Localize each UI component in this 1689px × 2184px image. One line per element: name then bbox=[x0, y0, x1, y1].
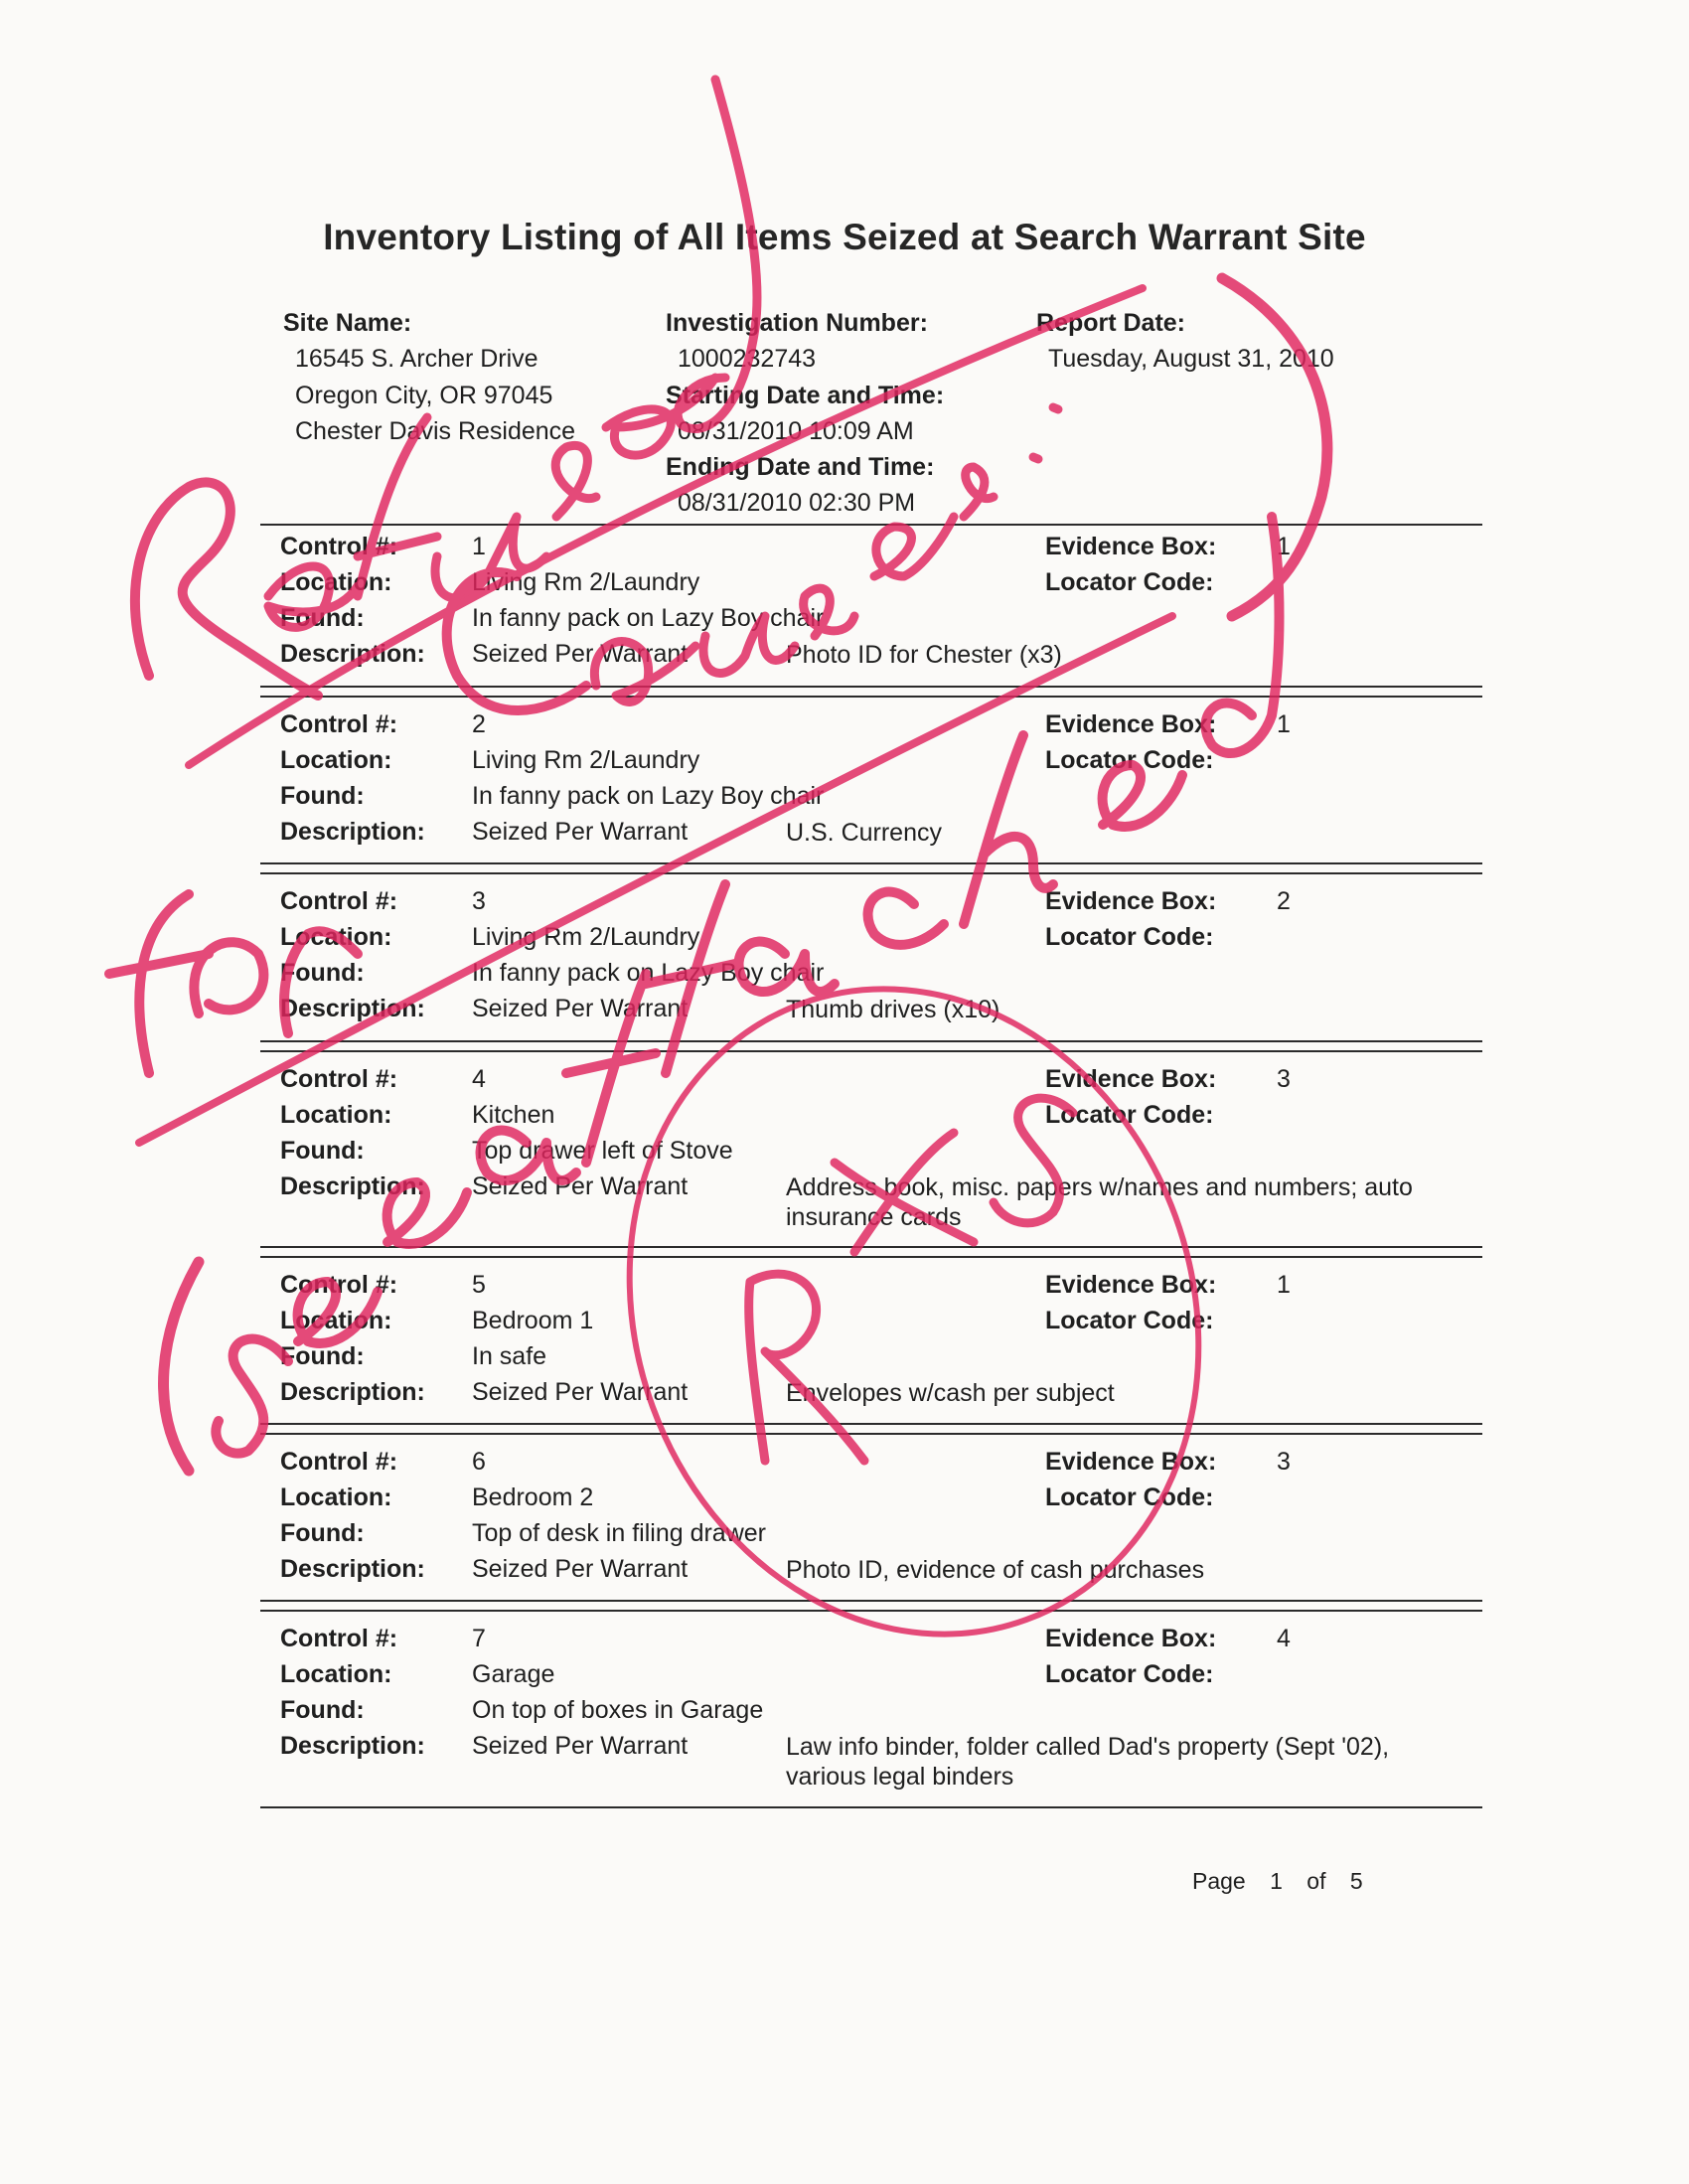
investigation-number-label: Investigation Number: bbox=[666, 309, 928, 337]
locator-code-label: Locator Code: bbox=[1045, 1101, 1214, 1129]
location-label: Location: bbox=[280, 923, 392, 951]
description-label: Description: bbox=[280, 1172, 425, 1200]
description-value: U.S. Currency bbox=[786, 819, 942, 847]
evidence-box-value: 1 bbox=[1277, 533, 1291, 560]
start-date-label: Starting Date and Time: bbox=[666, 381, 945, 409]
locator-code-label: Locator Code: bbox=[1045, 1483, 1214, 1511]
seized-value: Seized Per Warrant bbox=[472, 1378, 689, 1406]
location-value: Living Rm 2/Laundry bbox=[472, 568, 700, 596]
inventory-item-7 bbox=[280, 1625, 1433, 1791]
site-city-line: Oregon City, OR 97045 bbox=[295, 381, 553, 409]
evidence-box-label: Evidence Box: bbox=[1045, 710, 1217, 738]
investigation-block bbox=[666, 305, 944, 522]
location-label: Location: bbox=[280, 1101, 392, 1129]
control-label: Control #: bbox=[280, 1625, 398, 1652]
found-label: Found: bbox=[280, 1519, 365, 1547]
evidence-box-label: Evidence Box: bbox=[1045, 1448, 1217, 1476]
report-date-value: Tuesday, August 31, 2010 bbox=[1048, 345, 1334, 374]
inventory-item-3 bbox=[280, 887, 1433, 1036]
inventory-item-4 bbox=[280, 1065, 1433, 1231]
found-label: Found: bbox=[280, 782, 365, 810]
control-label: Control #: bbox=[280, 1065, 398, 1093]
separator-rule bbox=[260, 696, 1482, 698]
found-label: Found: bbox=[280, 1137, 365, 1165]
inventory-item-2 bbox=[280, 710, 1433, 859]
locator-code-label: Locator Code: bbox=[1045, 568, 1214, 596]
description-label: Description: bbox=[280, 1555, 425, 1583]
site-name-label: Site Name: bbox=[283, 309, 412, 337]
evidence-box-value: 3 bbox=[1277, 1065, 1291, 1093]
page-word: Page bbox=[1192, 1868, 1246, 1894]
separator-rule bbox=[260, 1600, 1482, 1602]
found-value: In safe bbox=[472, 1342, 547, 1370]
location-label: Location: bbox=[280, 746, 392, 774]
inventory-item-6 bbox=[280, 1448, 1433, 1597]
report-date-block bbox=[1036, 305, 1334, 378]
control-value: 6 bbox=[472, 1448, 486, 1476]
control-label: Control #: bbox=[280, 1448, 398, 1476]
evidence-box-value: 1 bbox=[1277, 710, 1291, 738]
description-label: Description: bbox=[280, 1732, 425, 1760]
found-value: Top drawer left of Stove bbox=[472, 1137, 733, 1165]
end-date-label: Ending Date and Time: bbox=[666, 453, 935, 481]
separator-rule bbox=[260, 524, 1482, 526]
evidence-box-value: 2 bbox=[1277, 887, 1291, 915]
locator-code-label: Locator Code: bbox=[1045, 1307, 1214, 1334]
separator-rule bbox=[260, 1433, 1482, 1435]
evidence-box-label: Evidence Box: bbox=[1045, 533, 1217, 560]
evidence-box-value: 3 bbox=[1277, 1448, 1291, 1476]
control-value: 7 bbox=[472, 1625, 486, 1652]
control-value: 2 bbox=[472, 710, 486, 738]
location-value: Kitchen bbox=[472, 1101, 555, 1129]
start-date-value: 08/31/2010 10:09 AM bbox=[678, 416, 914, 445]
separator-rule bbox=[260, 1256, 1482, 1258]
site-address-line: 16545 S. Archer Drive bbox=[295, 345, 538, 374]
control-value: 3 bbox=[472, 887, 486, 915]
evidence-box-label: Evidence Box: bbox=[1045, 1625, 1217, 1652]
end-date-value: 08/31/2010 02:30 PM bbox=[678, 489, 916, 518]
found-value: In fanny pack on Lazy Boy chair bbox=[472, 782, 825, 810]
locator-code-label: Locator Code: bbox=[1045, 923, 1214, 951]
evidence-box-value: 4 bbox=[1277, 1625, 1291, 1652]
inventory-item-1 bbox=[280, 533, 1433, 682]
evidence-box-label: Evidence Box: bbox=[1045, 887, 1217, 915]
site-name-block bbox=[283, 305, 575, 449]
location-value: Living Rm 2/Laundry bbox=[472, 923, 700, 951]
location-label: Location: bbox=[280, 568, 392, 596]
evidence-box-label: Evidence Box: bbox=[1045, 1271, 1217, 1299]
found-label: Found: bbox=[280, 1342, 365, 1370]
description-value: Address book, misc. papers w/names and numbers; auto insurance cards bbox=[786, 1173, 1413, 1231]
description-label: Description: bbox=[280, 995, 425, 1022]
inventory-item-5 bbox=[280, 1271, 1433, 1420]
description-label: Description: bbox=[280, 1378, 425, 1406]
report-date-label: Report Date: bbox=[1036, 309, 1186, 337]
found-value: In fanny pack on Lazy Boy chair bbox=[472, 604, 825, 632]
description-label: Description: bbox=[280, 818, 425, 846]
description-value: Thumb drives (x10) bbox=[786, 996, 1000, 1023]
control-label: Control #: bbox=[280, 533, 398, 560]
description-value: Law info binder, folder called Dad's property (Sept '02), various legal binders bbox=[786, 1733, 1390, 1791]
evidence-box-value: 1 bbox=[1277, 1271, 1291, 1299]
page-number: 1 bbox=[1270, 1868, 1283, 1894]
description-label: Description: bbox=[280, 640, 425, 668]
location-value: Garage bbox=[472, 1660, 555, 1688]
found-label: Found: bbox=[280, 959, 365, 987]
separator-rule bbox=[260, 1610, 1482, 1612]
location-value: Living Rm 2/Laundry bbox=[472, 746, 700, 774]
control-label: Control #: bbox=[280, 887, 398, 915]
investigation-number-value: 1000232743 bbox=[678, 345, 817, 374]
description-value: Envelopes w/cash per subject bbox=[786, 1379, 1115, 1407]
site-residence-line: Chester Davis Residence bbox=[295, 416, 576, 445]
page-footer bbox=[1192, 1868, 1381, 1895]
location-value: Bedroom 1 bbox=[472, 1307, 594, 1334]
found-label: Found: bbox=[280, 604, 365, 632]
location-label: Location: bbox=[280, 1483, 392, 1511]
location-label: Location: bbox=[280, 1307, 392, 1334]
control-value: 1 bbox=[472, 533, 486, 560]
separator-rule bbox=[260, 872, 1482, 874]
control-label: Control #: bbox=[280, 710, 398, 738]
seized-value: Seized Per Warrant bbox=[472, 995, 689, 1022]
seized-value: Seized Per Warrant bbox=[472, 1555, 689, 1583]
separator-rule bbox=[260, 1806, 1482, 1808]
locator-code-label: Locator Code: bbox=[1045, 746, 1214, 774]
separator-rule bbox=[260, 1246, 1482, 1248]
found-value: In fanny pack on Lazy Boy chair bbox=[472, 959, 825, 987]
separator-rule bbox=[260, 686, 1482, 688]
location-value: Bedroom 2 bbox=[472, 1483, 594, 1511]
page-title: Inventory Listing of All Items Seized at Search Warrant Site bbox=[323, 217, 1366, 257]
found-value: On top of boxes in Garage bbox=[472, 1696, 764, 1724]
location-label: Location: bbox=[280, 1660, 392, 1688]
found-value: Top of desk in filing drawer bbox=[472, 1519, 766, 1547]
control-value: 4 bbox=[472, 1065, 486, 1093]
of-word: of bbox=[1306, 1868, 1326, 1894]
control-label: Control #: bbox=[280, 1271, 398, 1299]
separator-rule bbox=[260, 1050, 1482, 1052]
separator-rule bbox=[260, 1423, 1482, 1425]
seized-value: Seized Per Warrant bbox=[472, 1172, 689, 1200]
seized-value: Seized Per Warrant bbox=[472, 640, 689, 668]
description-value: Photo ID for Chester (x3) bbox=[786, 641, 1062, 669]
description-value: Photo ID, evidence of cash purchases bbox=[786, 1556, 1205, 1584]
found-label: Found: bbox=[280, 1696, 365, 1724]
evidence-box-label: Evidence Box: bbox=[1045, 1065, 1217, 1093]
separator-rule bbox=[260, 862, 1482, 864]
separator-rule bbox=[260, 1040, 1482, 1042]
control-value: 5 bbox=[472, 1271, 486, 1299]
seized-value: Seized Per Warrant bbox=[472, 818, 689, 846]
page-total: 5 bbox=[1349, 1868, 1363, 1894]
seized-value: Seized Per Warrant bbox=[472, 1732, 689, 1760]
locator-code-label: Locator Code: bbox=[1045, 1660, 1214, 1688]
